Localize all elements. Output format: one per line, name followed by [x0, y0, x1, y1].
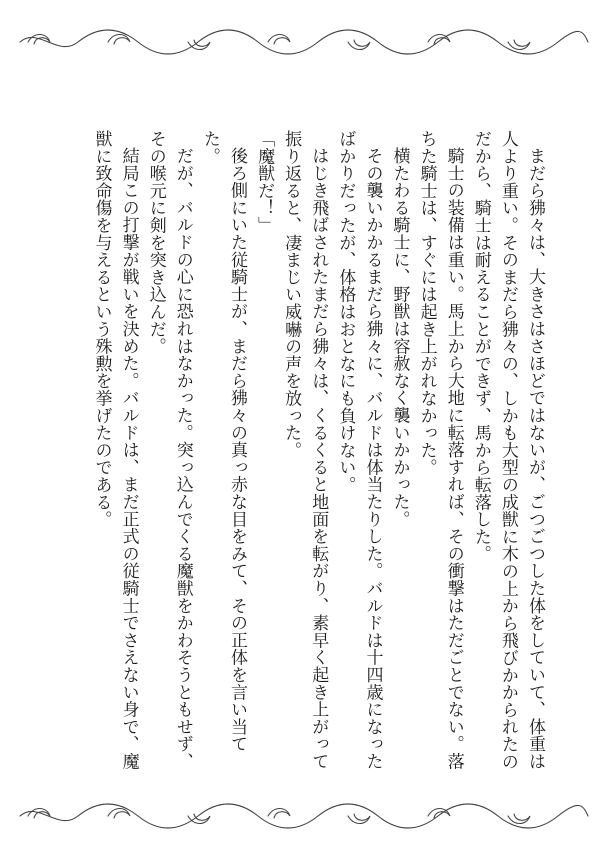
text-line: 横たわる騎士に、野獣は容赦なく襲いかかった。	[389, 147, 410, 528]
text-line: はじき飛ばされたまだら狒々は、くるくると地面を転がり、素早く起き上がって	[308, 147, 329, 770]
text-line: ばかりだったが、体格はおとなにも負けない。	[335, 130, 356, 494]
text-line: その襲いかかるまだら狒々に、バルドは体当たりした。バルドは十四歳になった	[362, 147, 383, 770]
text-line: だから、騎士は耐えることができず、馬から転落した。	[470, 130, 491, 563]
text-line: 振り返ると、凄まじい威嚇の声を放った。	[281, 130, 302, 459]
text-line: 「魔獣だ！」	[254, 130, 275, 234]
text-line: まだら狒々は、大きさはさほどではないが、ごつごつした体をしていて、体重は	[525, 147, 545, 770]
text-line: 後ろ側にいた従騎士が、まだら狒々の真っ赤な目をみて、その正体を言い当て	[226, 147, 247, 753]
top-ornament-border	[18, 22, 590, 62]
text-line: だが、バルドの心に恐れはなかった。突っ込んでくる魔獣をかわそうともせず、	[172, 147, 193, 770]
text-line: ちた騎士は、すぐには起き上がれなかった。	[416, 130, 437, 476]
vertical-text-body	[60, 130, 548, 771]
text-line: 人より重い。そのまだら狒々の、しかも大型の成獣に木の上から飛びかかられたの	[497, 130, 518, 771]
text-line: その喉元に剣を突き込んだ。	[145, 130, 166, 355]
text-line: 獣に致命傷を与えるという殊勲を挙げたのである。	[91, 130, 112, 528]
bottom-ornament-border	[18, 796, 590, 836]
text-line: た。	[199, 130, 220, 165]
text-line: 騎士の装備は重い。馬上から大地に転落すれば、その衝撃はただごとでない。落	[443, 147, 464, 770]
text-line: 結局この打撃が戦いを決めた。バルドは、まだ正式の従騎士でさえない身で、魔	[118, 147, 139, 770]
